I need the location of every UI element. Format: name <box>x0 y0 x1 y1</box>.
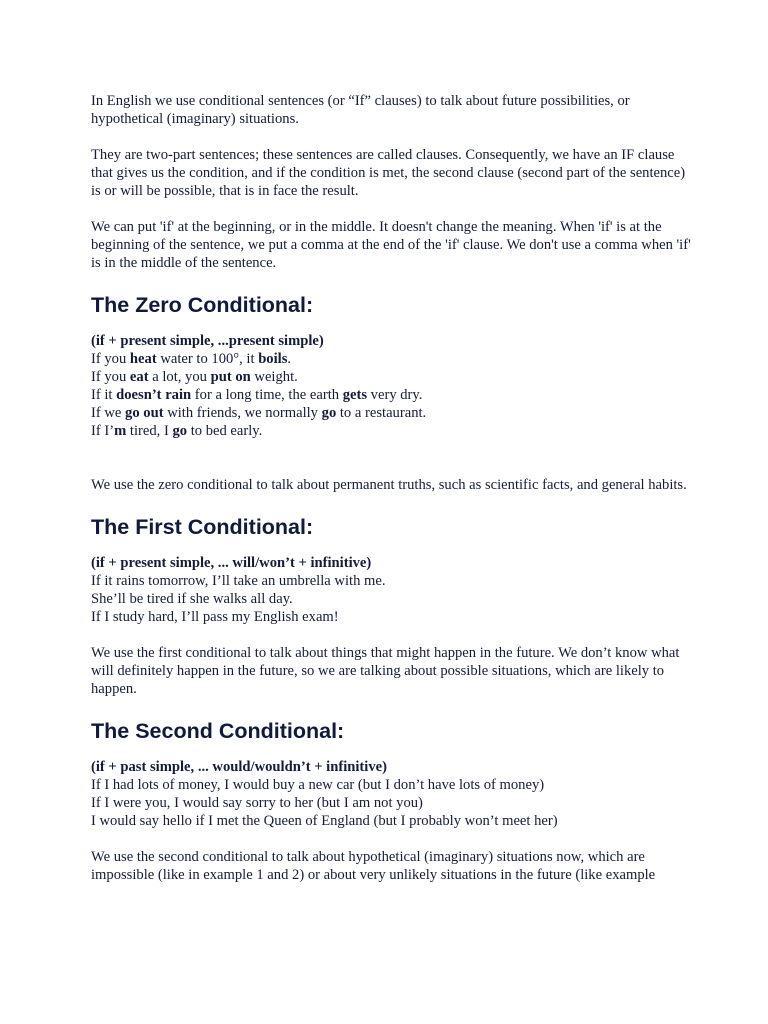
first-example-2: She’ll be tired if she walks all day. <box>91 591 293 607</box>
first-example-3: If I study hard, I’ll pass my English exam! <box>91 609 339 625</box>
emphasized-verb: m <box>114 423 127 439</box>
second-conditional-heading: The Second Conditional: <box>91 719 345 743</box>
second-example-3: I would say hello if I met the Queen of England (but I probably won’t meet her) <box>91 813 558 829</box>
first-example-1: If it rains tomorrow, I’ll take an umbrella with me. <box>91 573 386 589</box>
emphasized-verb: go out <box>125 405 164 421</box>
example-text: If we <box>91 405 126 421</box>
example-text: tired, I <box>126 423 173 439</box>
example-text: a lot, you <box>148 369 211 385</box>
example-text: water to 100°, it <box>156 351 259 367</box>
zero-conditional-examples <box>91 350 691 440</box>
emphasized-verb: eat <box>129 369 149 385</box>
example-text: If you <box>91 351 130 367</box>
zero-example-1 <box>91 350 691 368</box>
second-example-2: If I were you, I would say sorry to her (but I am not you) <box>91 795 423 811</box>
first-conditional-heading: The First Conditional: <box>91 515 314 539</box>
example-text: to a restaurant. <box>336 405 427 421</box>
zero-example-4 <box>91 404 691 422</box>
emphasized-verb: go <box>172 423 188 439</box>
zero-conditional-formula: (if + present simple, ...present simple) <box>91 333 324 349</box>
zero-example-5 <box>91 422 691 440</box>
emphasized-verb: go <box>321 405 337 421</box>
zero-conditional-heading: The Zero Conditional: <box>91 293 314 317</box>
emphasized-verb: put on <box>210 369 251 385</box>
emphasized-verb: boils <box>258 351 288 367</box>
second-example-1: If I had lots of money, I would buy a new car (but I don’t have lots of money) <box>91 777 545 793</box>
zero-example-3 <box>91 386 691 404</box>
first-conditional-description: We use the first conditional to talk about things that might happen in the future. We don’t know what will definitely happen in the future, so we are talking about possible situations, which are likely to happen. <box>91 645 680 697</box>
example-text: If you <box>91 369 130 385</box>
example-text: with friends, we normally <box>163 405 322 421</box>
example-text: If it <box>91 387 117 403</box>
intro-paragraph-1: In English we use conditional sentences (or “If” clauses) to talk about future possibilities, or hypothetical (imaginary) situations. <box>91 93 630 127</box>
intro-paragraph-3: We can put 'if' at the beginning, or in the middle. It doesn't change the meaning. When 'if' is at the beginning of the sentence, we put a comma at the end of the 'if' clause. We don't use a comma when 'if' is in the middle of the sentence. <box>91 219 691 271</box>
first-conditional-formula: (if + present simple, ... will/won’t + infinitive) <box>91 555 372 571</box>
document-page <box>91 92 691 902</box>
emphasized-verb: heat <box>129 351 157 367</box>
example-text: If I’ <box>91 423 115 439</box>
second-conditional-formula: (if + past simple, ... would/wouldn’t + infinitive) <box>91 759 387 775</box>
example-text: for a long time, the earth <box>191 387 343 403</box>
zero-example-2 <box>91 368 691 386</box>
emphasized-verb: gets <box>342 387 368 403</box>
second-conditional-examples <box>91 776 691 830</box>
zero-conditional-description: We use the zero conditional to talk about permanent truths, such as scientific facts, and general habits. <box>91 477 687 493</box>
example-text: to bed early. <box>187 423 263 439</box>
emphasized-verb: doesn’t rain <box>116 387 192 403</box>
first-conditional-examples <box>91 572 691 626</box>
example-text: . <box>287 351 292 367</box>
example-text: weight. <box>250 369 298 385</box>
example-text: very dry. <box>367 387 423 403</box>
second-conditional-description: We use the second conditional to talk about hypothetical (imaginary) situations now, which are impossible (like in example 1 and 2) or about very unlikely situations in the future (like example <box>91 849 656 883</box>
intro-paragraph-2: They are two-part sentences; these sentences are called clauses. Consequently, we have an IF clause that gives us the condition, and if the condition is met, the second clause (second part of the sentence) is or will be possible, that is in face the result. <box>91 147 686 199</box>
